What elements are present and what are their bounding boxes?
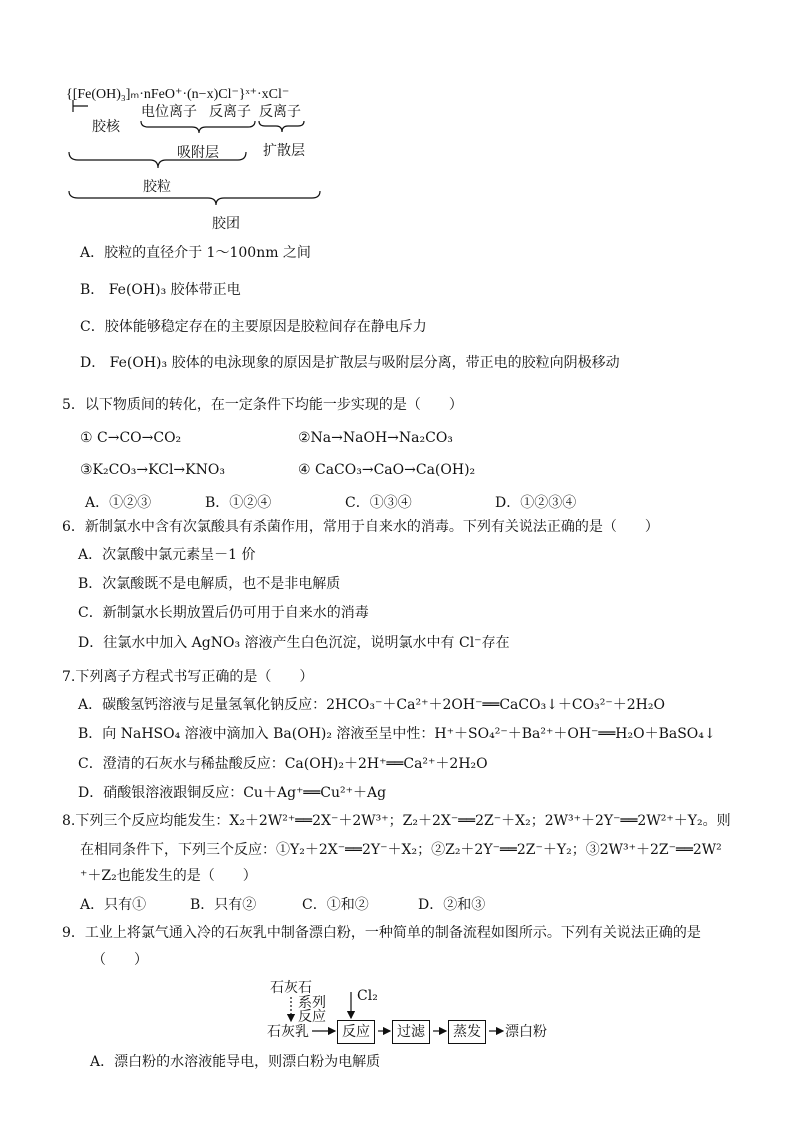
label-core: 胶核 [92, 119, 120, 135]
q7-stem: 7.下列离子方程式书写正确的是（ ） [62, 669, 314, 685]
label-potential-ion: 电位离子 [141, 104, 197, 120]
q7-option-b: B．向 NaHSO₄ 溶液中滴加入 Ba(OH)₂ 溶液至呈中性：H⁺＋SO₄²⁻＋Ba²⁺＋OH⁻══H₂O＋BaSO₄↓ [78, 726, 716, 742]
flow-box-filter: 过滤 [392, 1020, 430, 1044]
q5-item-1: ① C→CO→CO₂ [80, 430, 182, 446]
q9-stem-line-2: （ ） [92, 952, 148, 968]
flow-lime-milk: 石灰乳 [267, 1024, 309, 1040]
q8-stem-line-3: ⁺＋Z₂也能发生的是（ ） [80, 868, 257, 884]
label-colloid-particle: 胶粒 [143, 179, 171, 195]
q8-option-c: C．①和② [302, 897, 369, 913]
q8-stem-line-2: 在相同条件下，下列三个反应：①Y₂＋2X⁻══2Y⁻＋X₂；②Z₂＋2Y⁻══2Z⁻＋Y₂；③2W³⁺＋2Z⁻══2W² [80, 842, 722, 858]
q5-item-4: ④ CaCO₃→CaO→Ca(OH)₂ [298, 462, 476, 478]
q6-option-c: C．新制氯水长期放置后仍可用于自来水的消毒 [78, 605, 369, 621]
q8-stem-line-1: 8.下列三个反应均能发生：X₂＋2W²⁺══2X⁻＋2W³⁺；Z₂＋2X⁻══2Z⁻＋X₂；2W³⁺＋2Y⁻══2W²⁺＋Y₂。则 [62, 813, 731, 829]
q8-option-a: A．只有① [80, 897, 147, 913]
q6-option-b: B．次氯酸既不是电解质，也不是非电解质 [78, 576, 341, 592]
q9-option-a: A．漂白粉的水溶液能导电，则漂白粉为电解质 [90, 1054, 381, 1070]
flow-series-line-1: 系列 [298, 995, 326, 1011]
q5-stem: 5．以下物质间的转化，在一定条件下均能一步实现的是（ ） [62, 397, 463, 413]
q6-option-a: A．次氯酸中氯元素呈－1 价 [78, 547, 256, 563]
flow-limestone: 石灰石 [270, 980, 312, 996]
q6-stem: 6．新制氯水中含有次氯酸具有杀菌作用，常用于自来水的消毒。下列有关说法正确的是（ ） [62, 519, 659, 535]
q8-option-b: B．只有② [190, 897, 257, 913]
label-diffusion-layer: 扩散层 [263, 143, 305, 159]
q5-item-3: ③K₂CO₃→KCl→KNO₃ [80, 462, 225, 478]
q6-option-d: D．往氯水中加入 AgNO₃ 溶液产生白色沉淀，说明氯水中有 Cl⁻存在 [78, 635, 510, 651]
label-micelle: 胶团 [212, 216, 240, 232]
q7-option-d: D．硝酸银溶液跟铜反应：Cu＋Ag⁺══Cu²⁺＋Ag [78, 785, 387, 801]
q5-item-2: ②Na→NaOH→Na₂CO₃ [298, 430, 453, 446]
q9-stem-line-1: 9．工业上将氯气通入冷的石灰乳中制备漂白粉，一种简单的制备流程如图所示。下列有关说法正确的是 [62, 925, 701, 941]
flow-cl2-label: Cl₂ [357, 988, 378, 1004]
q4-option-b: B． Fe(OH)₃ 胶体带正电 [80, 282, 241, 298]
q4-option-d: D． Fe(OH)₃ 胶体的电泳现象的原因是扩散层与吸附层分离，带正电的胶粒向阴极移动 [80, 355, 620, 371]
q5-option-a: A．①②③ [85, 495, 152, 511]
q4-option-c: C．胶体能够稳定存在的主要原因是胶粒间存在静电斥力 [80, 319, 427, 335]
q5-option-d: D．①②③④ [495, 495, 577, 511]
q4-option-a: A．胶粒的直径介于 1～100nm 之间 [80, 245, 311, 261]
micelle-formula: {[Fe(OH)₃]ₘ·nFeO⁺·(n−x)Cl⁻}ˣ⁺·xCl⁻ [66, 87, 290, 102]
flow-box-react: 反应 [337, 1020, 375, 1044]
label-counter-ion-2: 反离子 [259, 104, 301, 120]
q7-option-a: A．碳酸氢钙溶液与足量氢氧化钠反应：2HCO₃⁻＋Ca²⁺＋2OH⁻══CaCO₃↓＋CO₃²⁻＋2H₂O [78, 697, 665, 713]
q5-option-b: B．①②④ [205, 495, 272, 511]
flow-product: 漂白粉 [505, 1024, 547, 1040]
flow-box-evaporate: 蒸发 [448, 1020, 486, 1044]
q5-option-c: C．①③④ [345, 495, 412, 511]
q7-option-c: C．澄清的石灰水与稀盐酸反应：Ca(OH)₂＋2H⁺══Ca²⁺＋2H₂O [78, 756, 488, 772]
label-adsorption-layer: 吸附层 [177, 145, 219, 161]
q8-option-d: D．②和③ [418, 897, 486, 913]
label-counter-ion-1: 反离子 [209, 104, 251, 120]
flow-series-line-2: 反应 [298, 1009, 326, 1025]
